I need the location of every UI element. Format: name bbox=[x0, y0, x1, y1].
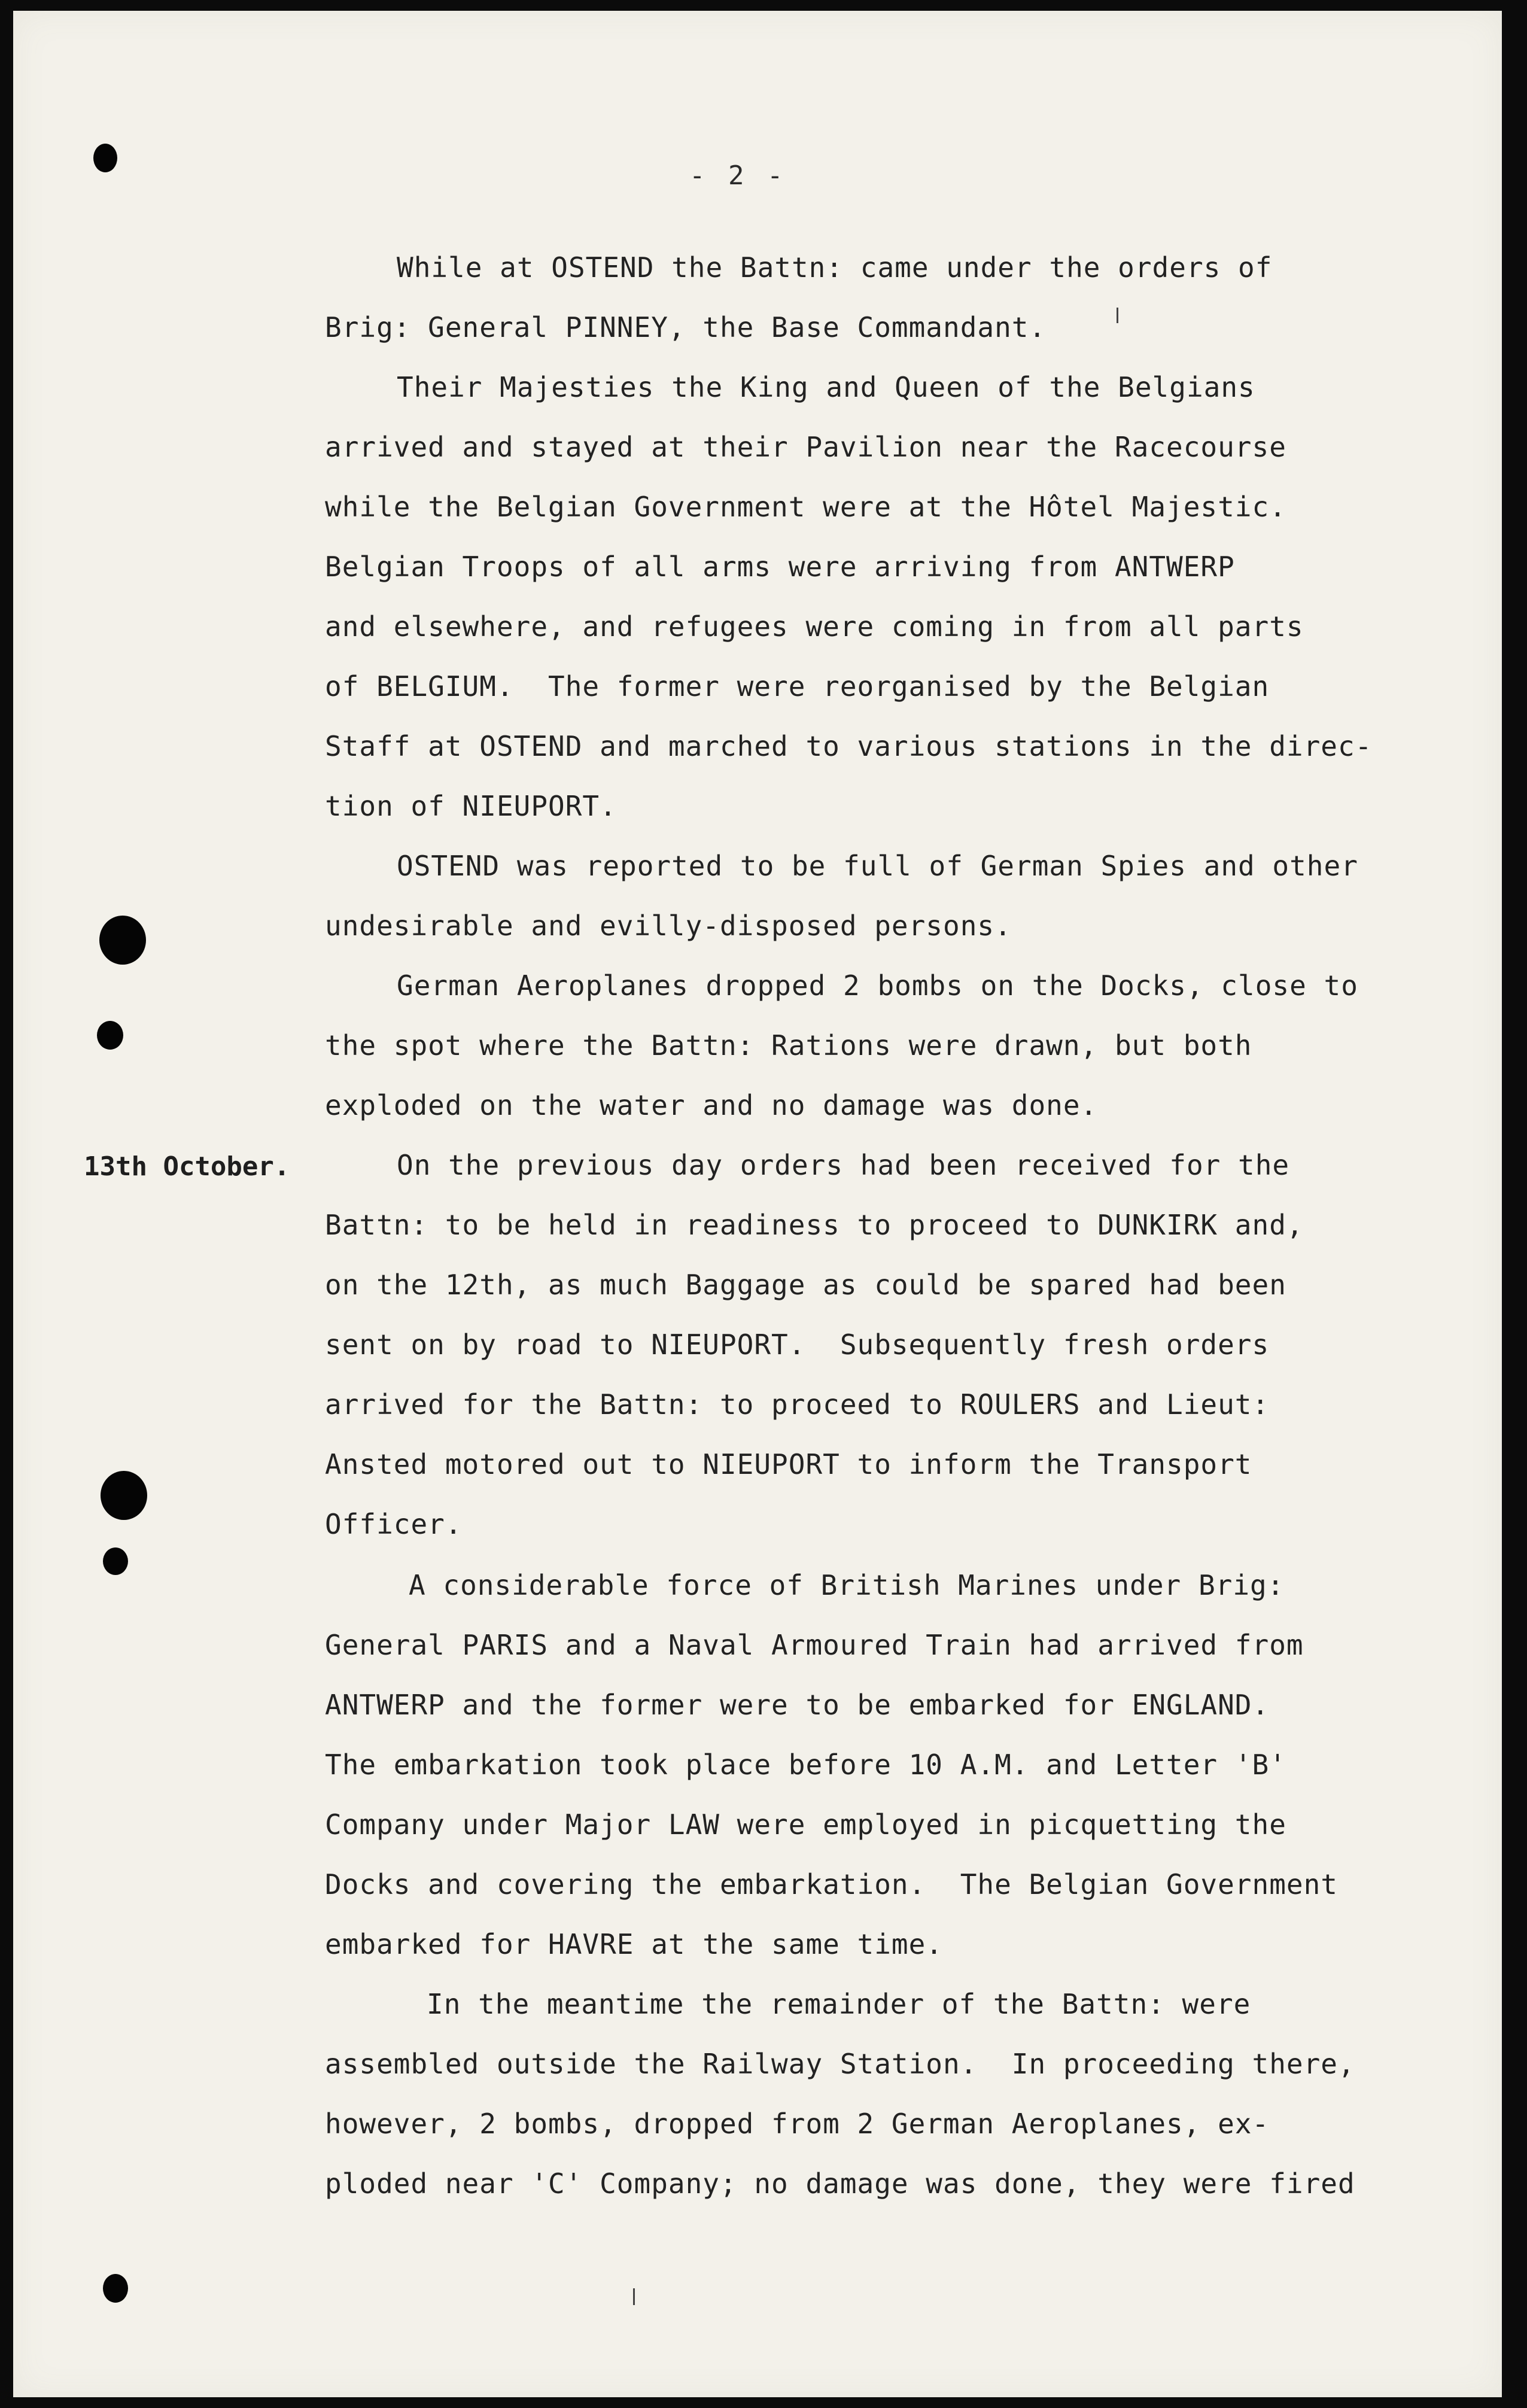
page-number: - 2 - bbox=[689, 160, 787, 191]
text-line: ploded near 'C' Company; no damage was done, they were fired bbox=[325, 2167, 1355, 2200]
text-line: Docks and covering the embarkation. The Belgian Government bbox=[325, 1868, 1338, 1901]
text-line: The embarkation took place before 10 A.M. and Letter 'B' bbox=[325, 1749, 1286, 1781]
text-line: Belgian Troops of all arms were arriving from ANTWERP bbox=[325, 551, 1235, 583]
text-line: of BELGIUM. The former were reorganised by the Belgian bbox=[325, 670, 1270, 703]
text-line: on the 12th, as much Baggage as could be spared had been bbox=[325, 1269, 1286, 1301]
punch-hole-3 bbox=[97, 1021, 123, 1050]
punch-hole-1 bbox=[93, 144, 117, 172]
text-line: ANTWERP and the former were to be embarked for ENGLAND. bbox=[325, 1689, 1270, 1721]
text-line: Ansted motored out to NIEUPORT to inform the Transport bbox=[325, 1448, 1252, 1480]
text-line: while the Belgian Government were at the Hôtel Majestic. bbox=[325, 491, 1286, 523]
text-line: sent on by road to NIEUPORT. Subsequently fresh orders bbox=[325, 1328, 1270, 1361]
text-line: In the meantime the remainder of the Battn: were bbox=[427, 1988, 1251, 2020]
text-line: Brig: General PINNEY, the Base Commandant. bbox=[325, 311, 1047, 343]
punch-hole-4 bbox=[101, 1471, 147, 1520]
text-line: tion of NIEUPORT. bbox=[325, 790, 617, 822]
text-line: however, 2 bombs, dropped from 2 German Aeroplanes, ex- bbox=[325, 2108, 1270, 2140]
document-page bbox=[13, 11, 1502, 2397]
text-line: exploded on the water and no damage was done. bbox=[325, 1089, 1098, 1121]
text-line: A considerable force of British Marines under Brig: bbox=[409, 1569, 1285, 1601]
text-line: undesirable and evilly-disposed persons. bbox=[325, 910, 1012, 942]
text-line: OSTEND was reported to be full of German Spies and other bbox=[397, 850, 1358, 882]
text-line: On the previous day orders had been received for the bbox=[397, 1149, 1290, 1181]
text-line: the spot where the Battn: Rations were drawn, but both bbox=[325, 1029, 1252, 1062]
text-line: Staff at OSTEND and marched to various stations in the direc- bbox=[325, 730, 1373, 762]
text-line: and elsewhere, and refugees were coming in from all parts bbox=[325, 610, 1304, 643]
punch-hole-6 bbox=[103, 2274, 128, 2303]
stray-mark bbox=[633, 2288, 635, 2305]
margin-date-note: 13th October. bbox=[84, 1151, 290, 1182]
text-line: German Aeroplanes dropped 2 bombs on the Docks, close to bbox=[397, 969, 1358, 1002]
text-line: Their Majesties the King and Queen of the Belgians bbox=[397, 371, 1255, 403]
punch-hole-5 bbox=[103, 1547, 128, 1575]
stray-mark bbox=[1117, 308, 1118, 323]
text-line: Battn: to be held in readiness to proceed to DUNKIRK and, bbox=[325, 1209, 1304, 1241]
text-line: arrived and stayed at their Pavilion near the Racecourse bbox=[325, 431, 1286, 463]
text-line: While at OSTEND the Battn: came under the orders of bbox=[397, 251, 1273, 284]
punch-hole-2 bbox=[99, 916, 146, 965]
text-line: Officer. bbox=[325, 1508, 463, 1540]
text-line: General PARIS and a Naval Armoured Train had arrived from bbox=[325, 1629, 1304, 1661]
text-line: embarked for HAVRE at the same time. bbox=[325, 1928, 943, 1960]
text-line: Company under Major LAW were employed in picquetting the bbox=[325, 1808, 1286, 1841]
text-line: assembled outside the Railway Station. In proceeding there, bbox=[325, 2048, 1355, 2080]
text-line: arrived for the Battn: to proceed to ROULERS and Lieut: bbox=[325, 1388, 1270, 1421]
